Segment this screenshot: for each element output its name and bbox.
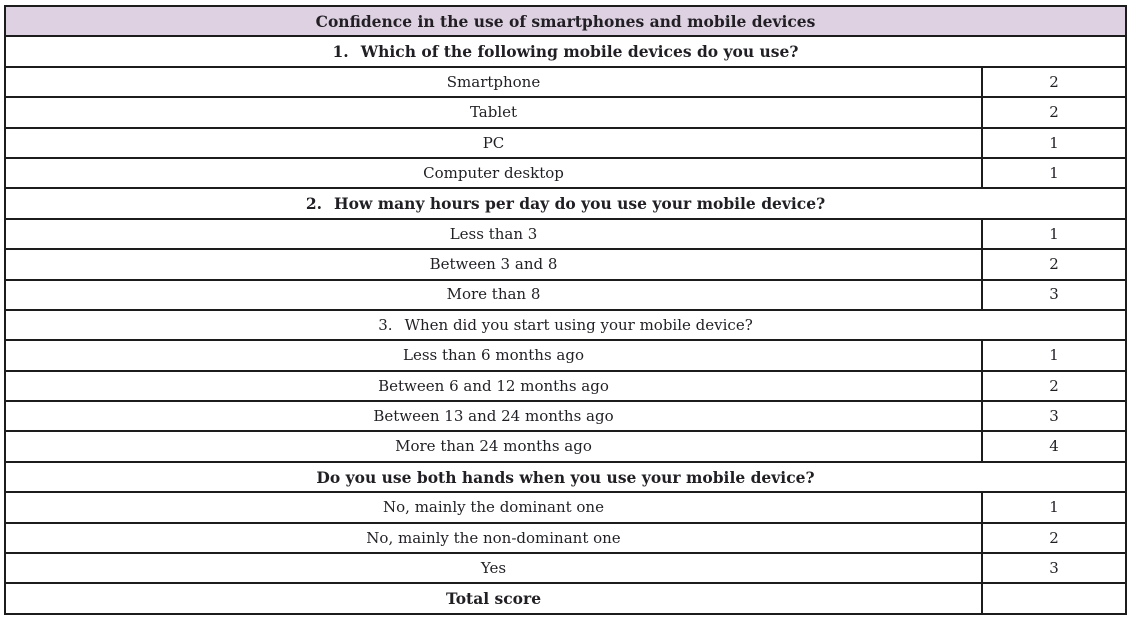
answer-text-cell: Yes — [5, 553, 982, 583]
answer-text-cell: No, mainly the dominant one — [5, 492, 982, 522]
answer-row — [5, 280, 1126, 310]
question-cell — [5, 36, 1126, 66]
score-value-cell: 1 — [982, 492, 1126, 522]
score-value-cell: 1 — [982, 158, 1126, 188]
score-value-cell: 1 — [982, 219, 1126, 249]
table-title: Confidence in the use of smartphones and mobile devices — [5, 6, 1126, 36]
answer-row — [5, 431, 1126, 461]
score-value-cell: 1 — [982, 340, 1126, 370]
score-value-cell: 2 — [982, 67, 1126, 97]
score-value-cell: 3 — [982, 280, 1126, 310]
answer-text-cell: More than 24 months ago — [5, 431, 982, 461]
question-cell — [5, 462, 1126, 492]
score-value-cell: 2 — [982, 371, 1126, 401]
answer-row — [5, 97, 1126, 127]
answer-text-cell: Less than 3 — [5, 219, 982, 249]
answer-row — [5, 553, 1126, 583]
question-number: 3. — [378, 315, 393, 334]
answer-text-cell: More than 8 — [5, 280, 982, 310]
answer-text-cell: Tablet — [5, 97, 982, 127]
answer-row — [5, 128, 1126, 158]
question-text: Do you use both hands when you use your mobile device? — [316, 467, 815, 487]
answer-row — [5, 249, 1126, 279]
total-score-row — [5, 583, 1126, 613]
answer-row — [5, 158, 1126, 188]
score-value-cell: 1 — [982, 128, 1126, 158]
question-row — [5, 310, 1126, 340]
score-value-cell: 3 — [982, 401, 1126, 431]
answer-row — [5, 401, 1126, 431]
answer-text-cell: Computer desktop — [5, 158, 982, 188]
question-number: 2. — [305, 194, 323, 214]
questionnaire-table — [4, 5, 1127, 615]
score-value-cell: 2 — [982, 249, 1126, 279]
answer-text-cell: No, mainly the non-dominant one — [5, 523, 982, 553]
question-text: When did you start using your mobile device? — [404, 315, 753, 334]
question-row — [5, 36, 1126, 66]
total-score-label-cell: Total score — [5, 583, 982, 613]
score-value-cell: 4 — [982, 431, 1126, 461]
score-value-cell: 2 — [982, 523, 1126, 553]
answer-text-cell: Between 13 and 24 months ago — [5, 401, 982, 431]
question-text: Which of the following mobile devices do you use? — [360, 42, 799, 62]
answer-row — [5, 340, 1126, 370]
answer-row — [5, 219, 1126, 249]
answer-row — [5, 67, 1126, 97]
answer-row — [5, 371, 1126, 401]
total-score-value-cell — [982, 583, 1126, 613]
answer-text-cell: Between 6 and 12 months ago — [5, 371, 982, 401]
question-text: How many hours per day do you use your mobile device? — [334, 194, 826, 214]
score-value-cell: 3 — [982, 553, 1126, 583]
question-cell — [5, 310, 1126, 340]
answer-text-cell: Smartphone — [5, 67, 982, 97]
answer-row — [5, 492, 1126, 522]
answer-text-cell: Between 3 and 8 — [5, 249, 982, 279]
table-title-row — [5, 6, 1126, 36]
answer-text-cell: Less than 6 months ago — [5, 340, 982, 370]
question-cell — [5, 188, 1126, 218]
answer-row — [5, 523, 1126, 553]
score-value-cell: 2 — [982, 97, 1126, 127]
question-row — [5, 188, 1126, 218]
question-row — [5, 462, 1126, 492]
answer-text-cell: PC — [5, 128, 982, 158]
question-number: 1. — [332, 42, 349, 62]
